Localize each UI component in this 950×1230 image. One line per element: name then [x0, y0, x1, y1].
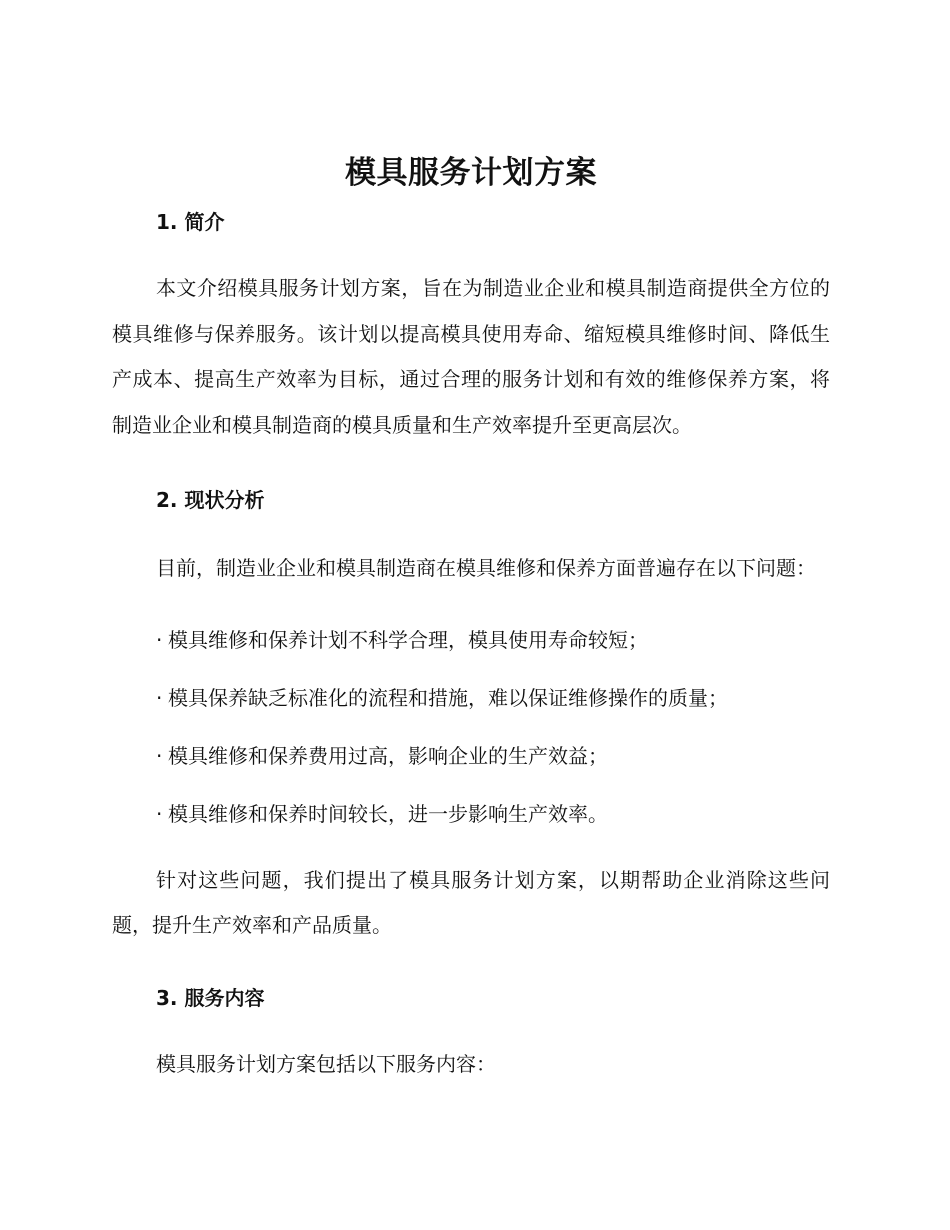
list-item-text: 模具保养缺乏标准化的流程和措施，难以保证维修操作的质量； — [168, 685, 728, 710]
document-body — [112, 150, 830, 1087]
bullet-icon: · — [156, 685, 163, 710]
section-heading-introduction: 1. 简介 — [156, 210, 225, 234]
section-heading-status-analysis: 2. 现状分析 — [156, 488, 265, 512]
list-item — [112, 684, 830, 712]
document-title: 模具服务计划方案 — [345, 155, 597, 191]
section-heading-service-content: 3. 服务内容 — [156, 985, 265, 1010]
bullet-icon: · — [156, 801, 163, 826]
introduction-paragraph: 本文介绍模具服务计划方案，旨在为制造业企业和模具制造商提供全方位的模具维修与保养服务。该计划以提高模具使用寿命、缩短模具维修时间、降低生产成本、提高生产效率为目标，通过合理的服务计划和有效的维修保养方案，将制造业企业和模具制造商的模具质量和生产效率提升至更高层次。 — [112, 276, 830, 437]
status-analysis-intro: 目前，制造业企业和模具制造商在模具维修和保养方面普遍存在以下问题： — [156, 556, 816, 580]
list-item — [112, 626, 830, 654]
bullet-icon: · — [156, 627, 163, 652]
service-content-paragraph: 模具服务计划方案包括以下服务内容： — [156, 1051, 496, 1076]
status-analysis-conclusion: 针对这些问题，我们提出了模具服务计划方案，以期帮助企业消除这些问题，提升生产效率和产品质量。 — [112, 867, 830, 937]
list-item — [112, 800, 830, 828]
list-item — [112, 742, 830, 770]
bullet-icon: · — [156, 743, 163, 768]
list-item-text: 模具维修和保养时间较长，进一步影响生产效率。 — [168, 801, 608, 826]
problem-list — [112, 626, 830, 828]
list-item-text: 模具维修和保养费用过高，影响企业的生产效益； — [168, 743, 608, 768]
list-item-text: 模具维修和保养计划不科学合理，模具使用寿命较短； — [168, 627, 648, 652]
